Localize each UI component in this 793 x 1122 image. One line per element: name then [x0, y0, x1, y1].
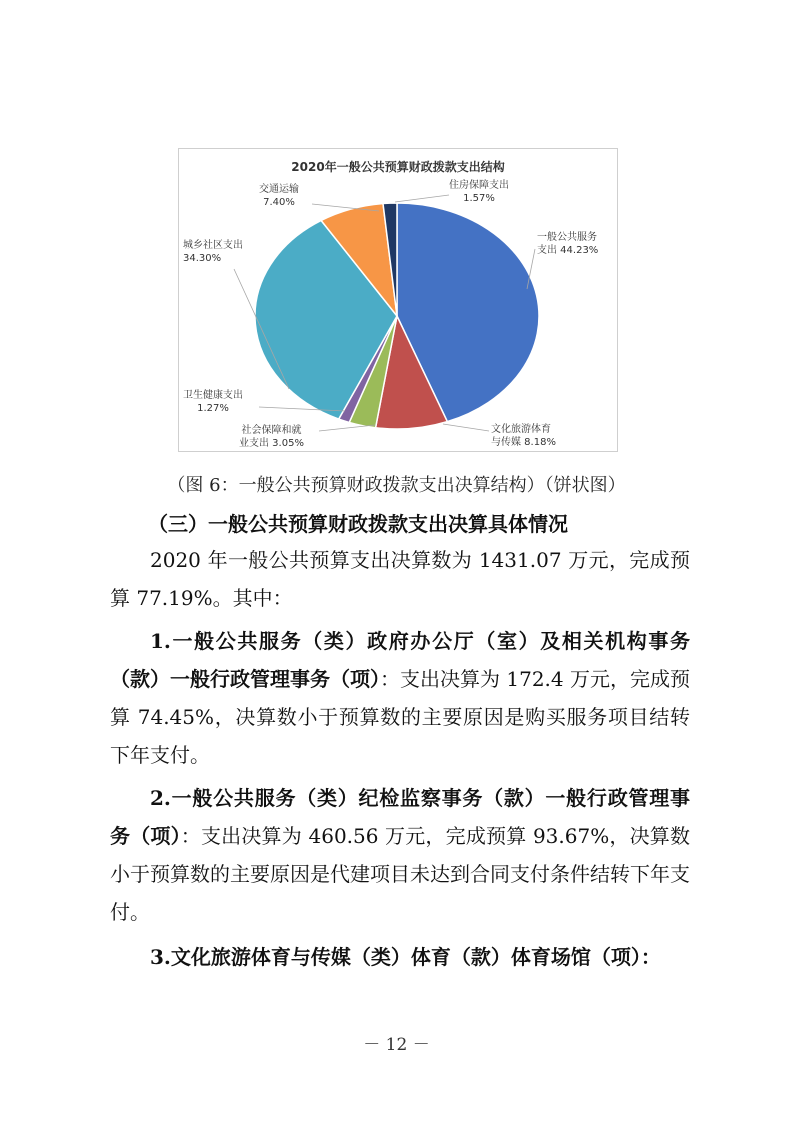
item-1-text: ：支出决算为 172.4 万元，完成预算 74.45%，决算数小于预算数的主要原因是购买服务项目结转下年支付。 [110, 667, 690, 767]
leader-line-5 [443, 424, 489, 431]
label-transport: 交通运输 7.40% [259, 184, 299, 208]
item-3-title: 3.文化旅游体育与传媒（类）体育（款）体育场馆（项）： [150, 945, 661, 969]
label-social: 社会保障和就 业支出 3.05% [239, 425, 304, 449]
intro-text: 2020 年一般公共预算支出决算数为 1431.07 万元，完成预算 77.19%。其中： [110, 548, 690, 610]
section-heading: （三）一般公共预算财政拨款支出决算具体情况 [148, 512, 568, 536]
intro-paragraph [110, 541, 690, 617]
item-3-paragraph [110, 938, 690, 976]
figure-caption: （图 6：一般公共预算财政拨款支出决算结构）（饼状图） [167, 475, 626, 496]
label-urban: 城乡社区支出 34.30% [183, 240, 243, 264]
item-1-paragraph [110, 622, 690, 774]
label-general: 一般公共服务 支出 44.23% [537, 232, 599, 256]
item-2-text: ：支出决算为 460.56 万元，完成预算 93.67%，决算数小于预算数的主要原因是代建项目未达到合同支付条件结转下年支付。 [110, 824, 690, 924]
item-2-paragraph [110, 779, 690, 931]
leader-line-0 [395, 195, 449, 202]
label-health: 卫生健康支出 1.27% [183, 390, 243, 414]
item-2-title: 2.一般公共服务（类）纪检监察事务（款）一般行政管理事务（项） [110, 786, 690, 848]
label-housing: 住房保障支出 1.57% [449, 180, 509, 204]
pie-chart [178, 148, 618, 452]
chart-title: 2020年一般公共预算财政拨款支出结构 [291, 160, 505, 174]
leader-line-6 [319, 425, 375, 431]
label-culture: 文化旅游体育 与传媒 8.18% [491, 424, 556, 448]
pie-chart-svg [179, 149, 619, 453]
item-1-title: 1.一般公共服务（类）政府办公厅（室）及相关机构事务（款）一般行政管理事务（项） [110, 629, 690, 691]
page-number: － 12 － [363, 1035, 430, 1055]
